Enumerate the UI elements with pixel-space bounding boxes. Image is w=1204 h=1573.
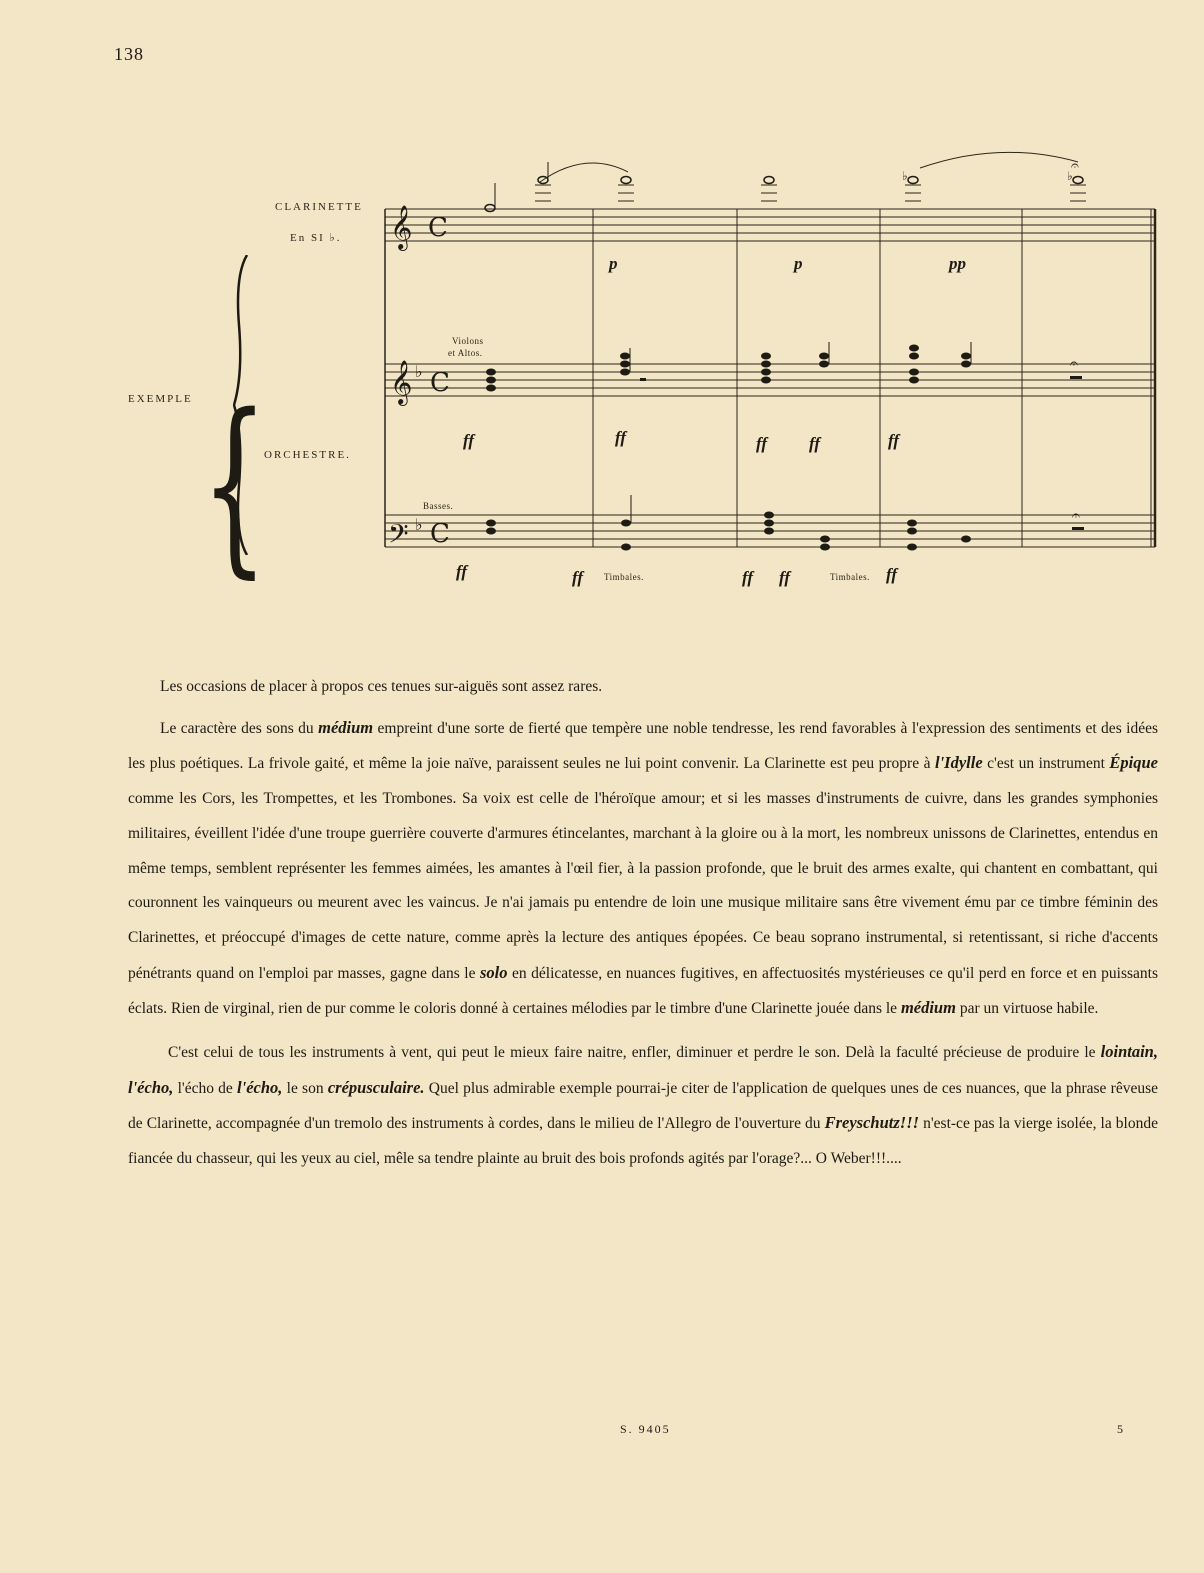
- p2-text-c: c'est un instrument: [982, 755, 1110, 773]
- body-text: [128, 670, 1158, 1177]
- paragraph-1: Les occasions de placer à propos ces tenues sur-aiguës sont assez rares.: [160, 678, 603, 695]
- plate-number: S. 9405: [620, 1422, 671, 1436]
- dynamic-pp: pp: [949, 254, 966, 273]
- emph-solo: solo: [479, 962, 508, 982]
- p2-text-d: comme les Cors, les Trompettes, et les Trombones. Sa voix est celle de l'héroïque amour; et si les masses d'instruments de cuivre, dans les grandes symphonies militaires, éveillent l'idée d'une troupe guerrière couverte d'armures étincelantes, marchant à la gloire ou à la mort, les nombreux unissons de Clarinettes, entendus en même temps, semblent représenter les femmes aimées, les amantes à l'œil fier, à la passion profonde, que le bruit des armes exalte, qui chantent en combattant, qui couronnent les vainqueurs ou meurent avec les vaincus. Je n'ai jamais pu entendre de loin une musique militaire sans être vivement ému par ce timbre féminin des Clarinettes, et préoccupé d'images de cette nature, comme après la lecture des antiques épopées. Ce beau soprano instrumental, si retentissant, si riche d'accents pénétrants quand on l'emploi par masses, gagne dans le: [128, 790, 1158, 982]
- paragraph-2: [128, 711, 1158, 1027]
- timbales-label-1: Timbales.: [604, 572, 644, 582]
- orchestra-label: ORCHESTRE.: [264, 449, 351, 461]
- emph-freyschutz: Freyschutz!!!: [824, 1113, 920, 1133]
- p3-text-c: le son: [282, 1079, 328, 1097]
- score-staves: [0, 0, 1204, 640]
- music-score: [0, 0, 1204, 645]
- timbales-label-2: Timbales.: [830, 572, 870, 582]
- p3-text-b: l'écho de: [173, 1079, 238, 1097]
- p2-text-e: en délicatesse, en nuances fugitives, en affectuosités mystérieuses ce qu'il perd en force et en puissants éclats. Rien de virginal, rien de pur comme le coloris donné à certaines mélodies par le timbre d'une Clarinette jouée dans le: [128, 964, 1158, 1018]
- emph-echo: l'écho,: [237, 1077, 283, 1097]
- svg-text:𝄢: 𝄢: [388, 518, 409, 556]
- svg-text:C: C: [430, 368, 450, 398]
- emph-lointain: lointain, l'écho,: [128, 1042, 1158, 1097]
- svg-text:𝄞: 𝄞: [390, 360, 413, 404]
- svg-text:𝄐: 𝄐: [1070, 356, 1078, 372]
- emph-crepusculaire: crépusculaire.: [327, 1077, 425, 1097]
- p3-text-e: n'est-ce pas la vierge isolée, la blonde fiancée du chasseur, qui les yeux au ciel, mêle sa tendre plainte au bruit des bois profonds agités par l'orage?... O Weber!!!....: [128, 1115, 1158, 1168]
- dynamic-p-1: p: [609, 254, 618, 273]
- svg-text:♭: ♭: [415, 515, 423, 534]
- p2-text-b: empreint d'une sorte de fierté que tempère une noble tendresse, les rend favorables à l'expression des sentiments et des idées les plus poétiques. La frivole gaité, et même la joie naïve, paraissent seules ne lui point convenir. La Clarinette est peu propre à: [128, 719, 1158, 773]
- svg-text:𝄐: 𝄐: [1071, 158, 1079, 174]
- dynamic-ff-strings-1: ff: [463, 431, 475, 450]
- basses-label: Basses.: [423, 501, 454, 511]
- example-label: EXEMPLE: [128, 393, 193, 405]
- p3-text-d: Quel plus admirable exemple pourrai-je citer de l'application de quelques unes de ces nuances, que la phrase rêveuse de Clarinette, accompagnée d'un tremolo des instruments à cordes, dans le milieu de l'Allegro de l'ouverture du: [128, 1079, 1158, 1133]
- clarinet-staff: [385, 209, 1155, 241]
- svg-text:C: C: [428, 213, 448, 243]
- emph-epique: Épique: [1109, 753, 1158, 773]
- svg-text:𝄞: 𝄞: [390, 205, 413, 249]
- svg-text:♭: ♭: [902, 169, 908, 183]
- svg-text:♭: ♭: [1067, 169, 1073, 183]
- dynamic-ff-strings-2: ff: [615, 428, 627, 447]
- svg-text:{: {: [201, 375, 268, 596]
- dynamic-ff-strings-4: ff: [809, 434, 821, 453]
- altos-label: et Altos.: [448, 348, 483, 358]
- dynamic-ff-bass-2: ff: [572, 568, 584, 587]
- emph-medium-2: médium: [900, 998, 956, 1018]
- p2-text-f: par un virtuose habile.: [955, 1000, 1099, 1018]
- example-brace: [233, 255, 251, 555]
- clarinet-key-label: En SI ♭.: [290, 232, 342, 244]
- svg-text:♭: ♭: [415, 362, 423, 381]
- signature-number: 5: [1117, 1422, 1123, 1436]
- emph-medium-1: médium: [318, 717, 374, 737]
- dynamic-ff-bass-1: ff: [456, 562, 468, 581]
- page-number: 138: [114, 44, 144, 64]
- dynamic-p-2: p: [794, 254, 803, 273]
- dynamic-ff-strings-3: ff: [756, 434, 768, 453]
- svg-text:𝄐: 𝄐: [1072, 508, 1080, 524]
- p2-text-a: Le caractère des sons du: [160, 719, 319, 737]
- p3-text-a: C'est celui de tous les instruments à vent, qui peut le mieux faire naitre, enfler, diminuer et perdre le son. Delà la faculté précieuse de produire le: [168, 1044, 1101, 1062]
- paragraph-3: [128, 1035, 1158, 1177]
- violins-label: Violons: [452, 336, 484, 346]
- dynamic-ff-strings-5: ff: [888, 431, 900, 450]
- dynamic-ff-bass-4: ff: [779, 568, 791, 587]
- emph-idylle: l'Idylle: [935, 753, 983, 773]
- dynamic-ff-bass-3: ff: [742, 568, 754, 587]
- clarinet-label: CLARINETTE: [275, 201, 363, 213]
- svg-text:C: C: [430, 519, 450, 549]
- dynamic-ff-bass-5: ff: [886, 565, 898, 584]
